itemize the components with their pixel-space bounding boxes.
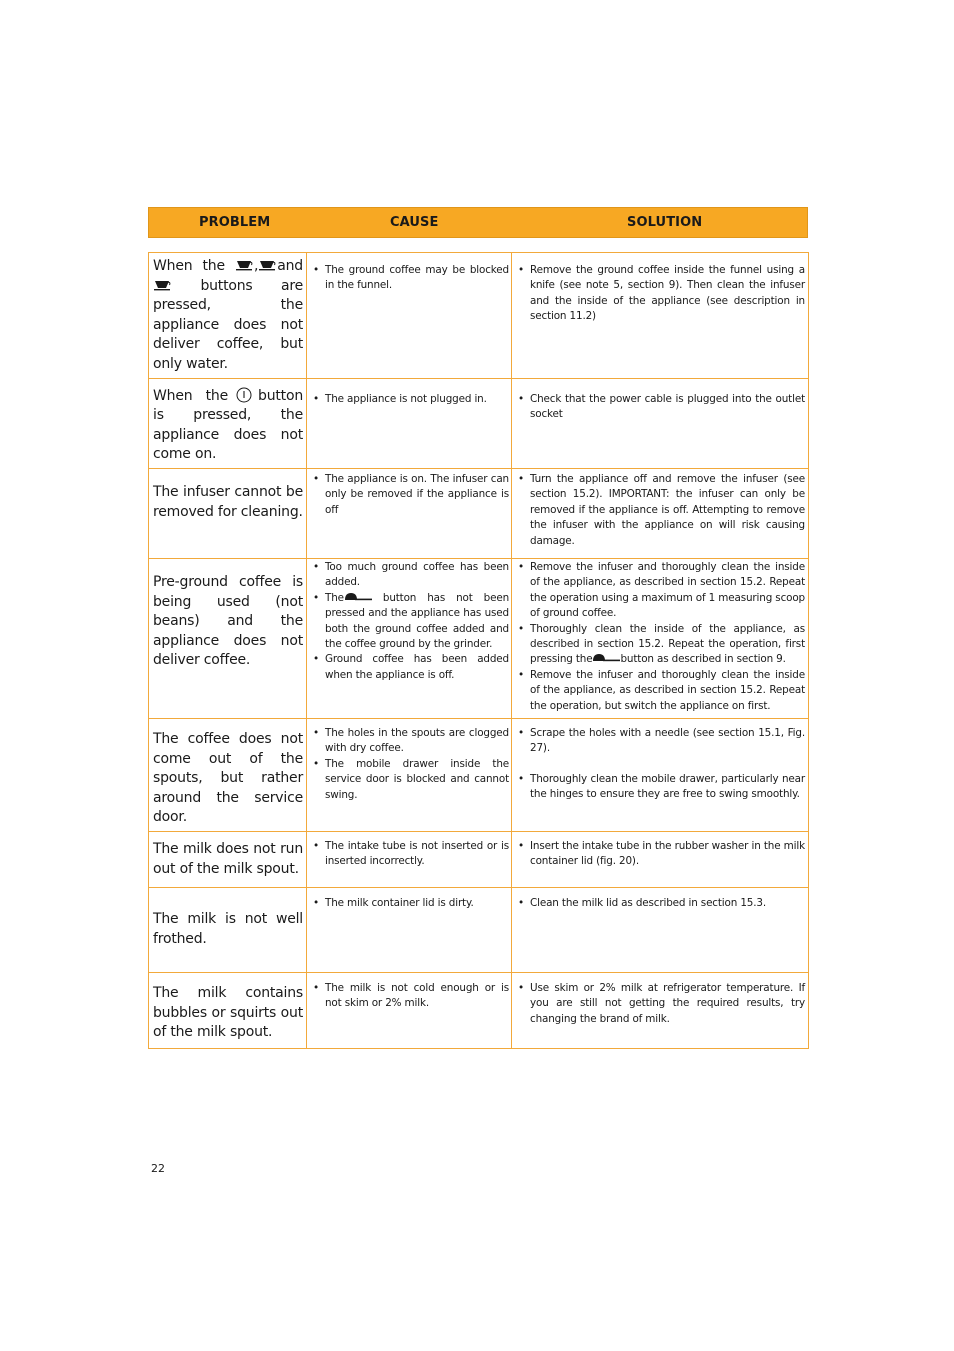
- solution-cell: [512, 558, 809, 718]
- steam-milk-icon: [344, 592, 372, 601]
- solution-cell: [512, 253, 809, 379]
- list-item: • The milk is not cold enough or is not skim or 2% milk.: [311, 981, 509, 1012]
- list-item: • Scrape the holes with a needle (see section 15.1, Fig. 27).: [516, 726, 805, 757]
- cause-cell: [307, 558, 512, 718]
- cause-cell: [307, 468, 512, 558]
- coffee-cup-icon: [154, 280, 171, 291]
- list-item: • Ground coffee has been added when the appliance is off.: [311, 652, 509, 683]
- table-row: [149, 378, 809, 468]
- cause-cell: [307, 887, 512, 972]
- list-item: • Insert the intake tube in the rubber washer in the milk container lid (fig. 20).: [516, 839, 805, 870]
- cause-cell: [307, 719, 512, 832]
- coffee-cup-icon: [259, 260, 276, 271]
- solution-cell: [512, 719, 809, 832]
- problem-cell: Pre-ground coffee is being used (not beans) and the appliance does not deliver coffee.: [149, 558, 307, 718]
- list-item: • The appliance is not plugged in.: [311, 392, 509, 407]
- table-row: [149, 719, 809, 832]
- list-item: • Turn the appliance off and remove the infuser (see section 15.2). IMPORTANT: the infuser can only be removed if the appliance is off. Attempting to remove the infuser with the appliance on will risk causing damage.: [516, 472, 805, 549]
- list-item: • The ground coffee may be blocked in the funnel.: [311, 263, 509, 294]
- table-row: [149, 468, 809, 558]
- table-row: [149, 831, 809, 887]
- solution-cell: [512, 887, 809, 972]
- problem-cell: The milk is not well frothed.: [149, 887, 307, 972]
- list-item: • The holes in the spouts are clogged with dry coffee.: [311, 726, 509, 757]
- problem-cell: The infuser cannot be removed for cleaning.: [149, 468, 307, 558]
- power-button-icon: [236, 387, 252, 403]
- coffee-cup-icon: [236, 260, 253, 271]
- problem-cell: The coffee does not come out of the spouts, but rather around the service door.: [149, 719, 307, 832]
- list-item: • Remove the ground coffee inside the funnel using a knife (see note 5, section 9). Then clean the infuser and the inside of the appliance (see description in section 11.2): [516, 263, 805, 325]
- table-row: [149, 887, 809, 972]
- header-solution: SOLUTION: [627, 215, 703, 230]
- cause-cell: [307, 378, 512, 468]
- steam-milk-icon: [592, 653, 620, 662]
- troubleshooting-table: [148, 252, 809, 1049]
- problem-cell: The milk contains bubbles or squirts out of the milk spout.: [149, 972, 307, 1048]
- table-row: [149, 558, 809, 718]
- list-item: • The appliance is on. The infuser can only be removed if the appliance is off: [311, 472, 509, 518]
- solution-cell: [512, 831, 809, 887]
- problem-cell: When the , and buttons are pressed, the appliance does not deliver coffee, but only water.: [149, 253, 307, 379]
- cause-cell: [307, 831, 512, 887]
- page-number: 22: [151, 1162, 165, 1175]
- problem-cell: When the button is pressed, the appliance does not come on.: [149, 378, 307, 468]
- list-item: • Check that the power cable is plugged into the outlet socket: [516, 392, 805, 423]
- header-problem: PROBLEM: [199, 215, 271, 230]
- list-item: • Thoroughly clean the mobile drawer, particularly near the hinges to ensure they are free to swing smoothly.: [516, 772, 805, 803]
- table-header: [148, 207, 808, 238]
- list-item: • The milk container lid is dirty.: [311, 896, 509, 911]
- solution-cell: [512, 468, 809, 558]
- list-item: • Too much ground coffee has been added.: [311, 560, 509, 591]
- header-cause: CAUSE: [390, 215, 439, 230]
- solution-cell: [512, 972, 809, 1048]
- list-item: • The mobile drawer inside the service door is blocked and cannot swing.: [311, 757, 509, 803]
- list-item: • Thoroughly clean the inside of the appliance, as described in section 15.2. Repeat the operation, first pressing the button as described in section 9.: [516, 622, 805, 668]
- problem-cell: The milk does not run out of the milk spout.: [149, 831, 307, 887]
- list-item: • Clean the milk lid as described in section 15.3.: [516, 896, 805, 911]
- list-item: • Remove the infuser and thoroughly clean the inside of the appliance, as described in section 15.2. Repeat the operation using a maximum of 1 measuring scoop of ground coffee.: [516, 560, 805, 622]
- list-item: • The intake tube is not inserted or is inserted incorrectly.: [311, 839, 509, 870]
- list-item: • Use skim or 2% milk at refrigerator temperature. If you are still not getting the required results, try changing the brand of milk.: [516, 981, 805, 1027]
- cause-cell: [307, 972, 512, 1048]
- table-row: [149, 972, 809, 1048]
- list-item: • The button has not been pressed and the appliance has used both the ground coffee added and the coffee ground by the grinder.: [311, 591, 509, 653]
- table-row: [149, 253, 809, 379]
- list-item: • Remove the infuser and thoroughly clean the inside of the appliance, as described in section 15.2. Repeat the operation, but switch the appliance on first.: [516, 668, 805, 714]
- solution-cell: [512, 378, 809, 468]
- cause-cell: [307, 253, 512, 379]
